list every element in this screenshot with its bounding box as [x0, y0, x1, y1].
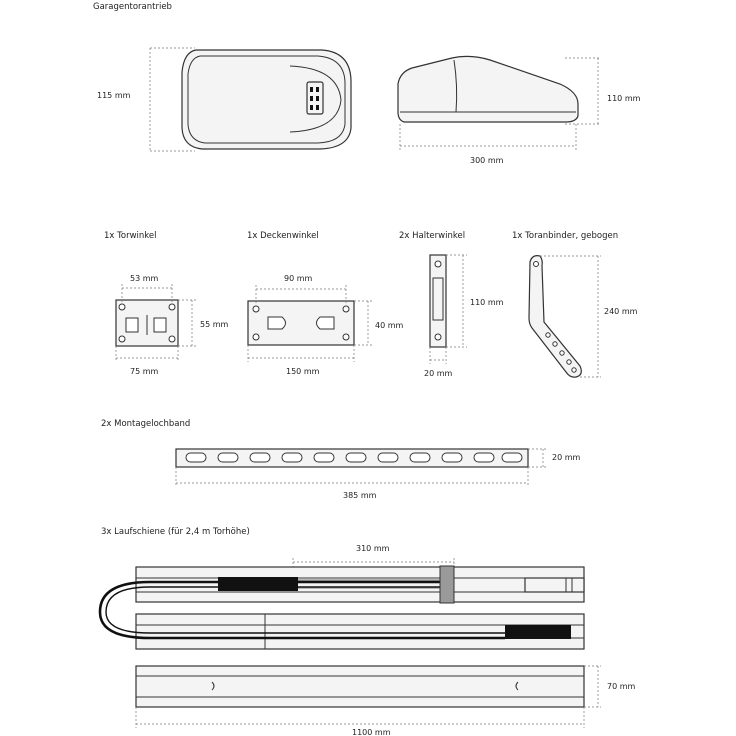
toranbinder-side-label: 240 mm: [604, 307, 638, 316]
montageband-title: 2x Montagelochband: [101, 419, 191, 429]
rail-carriage: [440, 566, 454, 603]
drive-height-top-label: 115 mm: [97, 91, 131, 100]
deckenwinkel-title: 1x Deckenwinkel: [247, 231, 319, 241]
montageband-strip: [176, 449, 528, 467]
deckenwinkel-top-label: 90 mm: [284, 274, 313, 283]
halterwinkel-bracket: [430, 255, 446, 347]
drive-button-panel: [307, 82, 323, 114]
rail-length-label: 1100 mm: [352, 728, 391, 736]
rail-assembly-upper: [136, 567, 584, 602]
drive-top-view: [182, 50, 351, 149]
rail-segment-label: 310 mm: [356, 544, 390, 553]
torwinkel-bracket: [116, 300, 178, 346]
deckenwinkel-side-label: 40 mm: [375, 321, 404, 330]
band-height-label: 20 mm: [552, 453, 581, 462]
drive-length-label: 300 mm: [470, 156, 504, 165]
torwinkel-side-label: 55 mm: [200, 320, 229, 329]
torwinkel-title: 1x Torwinkel: [104, 231, 157, 241]
torwinkel-bottom-label: 75 mm: [130, 367, 159, 376]
deckenwinkel-bottom-label: 150 mm: [286, 367, 320, 376]
rail-height-label: 70 mm: [607, 682, 636, 691]
drive-section-title: Garagentorantrieb: [93, 2, 172, 12]
drive-side-view: [398, 56, 578, 122]
halterwinkel-side-label: 110 mm: [470, 298, 504, 307]
drive-height-side-label: 110 mm: [607, 94, 641, 103]
halterwinkel-title: 2x Halterwinkel: [399, 231, 466, 241]
halterwinkel-bottom-label: 20 mm: [424, 369, 453, 378]
deckenwinkel-bracket: [248, 301, 354, 345]
laufschiene-title: 3x Laufschiene (für 2,4 m Torhöhe): [101, 527, 250, 537]
rail-single: [136, 666, 584, 707]
toranbinder-title: 1x Toranbinder, gebogen: [512, 231, 619, 241]
toranbinder-bracket: [529, 256, 581, 378]
torwinkel-top-label: 53 mm: [130, 274, 159, 283]
band-length-label: 385 mm: [343, 491, 377, 500]
